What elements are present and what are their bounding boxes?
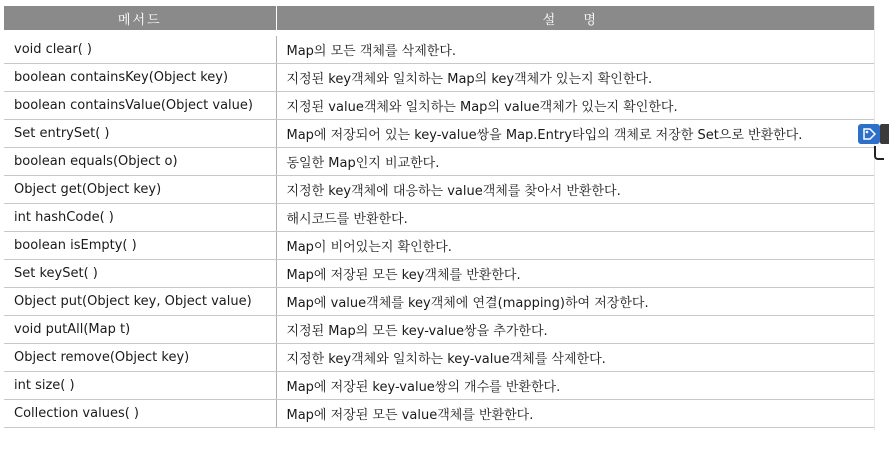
description-cell: Map에 저장된 모든 key객체를 반환한다. (276, 260, 874, 288)
description-cell: Map에 저장된 key-value쌍의 개수를 반환한다. (276, 372, 874, 400)
table-row (4, 400, 874, 428)
description-cell: 해시코드를 반환한다. (276, 204, 874, 232)
method-cell: void putAll(Map t) (4, 316, 276, 344)
description-cell: 지정된 value객체와 일치하는 Map의 value객체가 있는지 확인한다. (276, 92, 874, 120)
method-header-label: 메서드 (117, 12, 162, 28)
map-methods-table-container (4, 6, 874, 428)
method-cell: Object remove(Object key) (4, 344, 276, 372)
description-cell: 지정된 Map의 모든 key-value쌍을 추가한다. (276, 316, 874, 344)
description-cell: Map에 저장되어 있는 key-value쌍을 Map.Entry타입의 객체로 저장한 Set으로 반환한다. (276, 120, 874, 148)
side-panel-handle[interactable] (880, 124, 889, 144)
method-cell: int size( ) (4, 372, 276, 400)
table-row (4, 64, 874, 92)
table-row (4, 316, 874, 344)
description-header-label: 설 명 (542, 12, 608, 28)
map-methods-table (4, 6, 874, 428)
description-cell: Map에 value객체를 key객체에 연결(mapping)하여 저장한다. (276, 288, 874, 316)
tag-icon[interactable] (858, 124, 880, 144)
method-column-header (4, 6, 276, 33)
table-row (4, 260, 874, 288)
table-header-row (4, 6, 874, 33)
description-cell: Map의 모든 객체를 삭제한다. (276, 33, 874, 64)
description-cell: 지정한 key객체와 일치하는 key-value객체를 삭제한다. (276, 344, 874, 372)
mouse-cursor-icon (874, 146, 884, 160)
method-cell: boolean containsKey(Object key) (4, 64, 276, 92)
method-cell: Set keySet( ) (4, 260, 276, 288)
table-row (4, 204, 874, 232)
table-row (4, 344, 874, 372)
description-cell: 지정한 key객체에 대응하는 value객체를 찾아서 반환한다. (276, 176, 874, 204)
table-body (4, 33, 874, 428)
table-row (4, 176, 874, 204)
description-cell: 지정된 key객체와 일치하는 Map의 key객체가 있는지 확인한다. (276, 64, 874, 92)
table-row (4, 372, 874, 400)
method-cell: void clear( ) (4, 33, 276, 64)
table-right-edge (874, 6, 875, 430)
table-row (4, 232, 874, 260)
description-cell: Map이 비어있는지 확인한다. (276, 232, 874, 260)
method-cell: Collection values( ) (4, 400, 276, 428)
method-cell: boolean containsValue(Object value) (4, 92, 276, 120)
method-cell: boolean equals(Object o) (4, 148, 276, 176)
description-cell: 동일한 Map인지 비교한다. (276, 148, 874, 176)
description-cell: Map에 저장된 모든 value객체를 반환한다. (276, 400, 874, 428)
table-row (4, 148, 874, 176)
table-row (4, 33, 874, 64)
method-cell: Object get(Object key) (4, 176, 276, 204)
table-row (4, 288, 874, 316)
description-column-header (276, 6, 874, 33)
method-cell: Object put(Object key, Object value) (4, 288, 276, 316)
table-row (4, 120, 874, 148)
method-cell: int hashCode( ) (4, 204, 276, 232)
table-row (4, 92, 874, 120)
method-cell: Set entrySet( ) (4, 120, 276, 148)
method-cell: boolean isEmpty( ) (4, 232, 276, 260)
